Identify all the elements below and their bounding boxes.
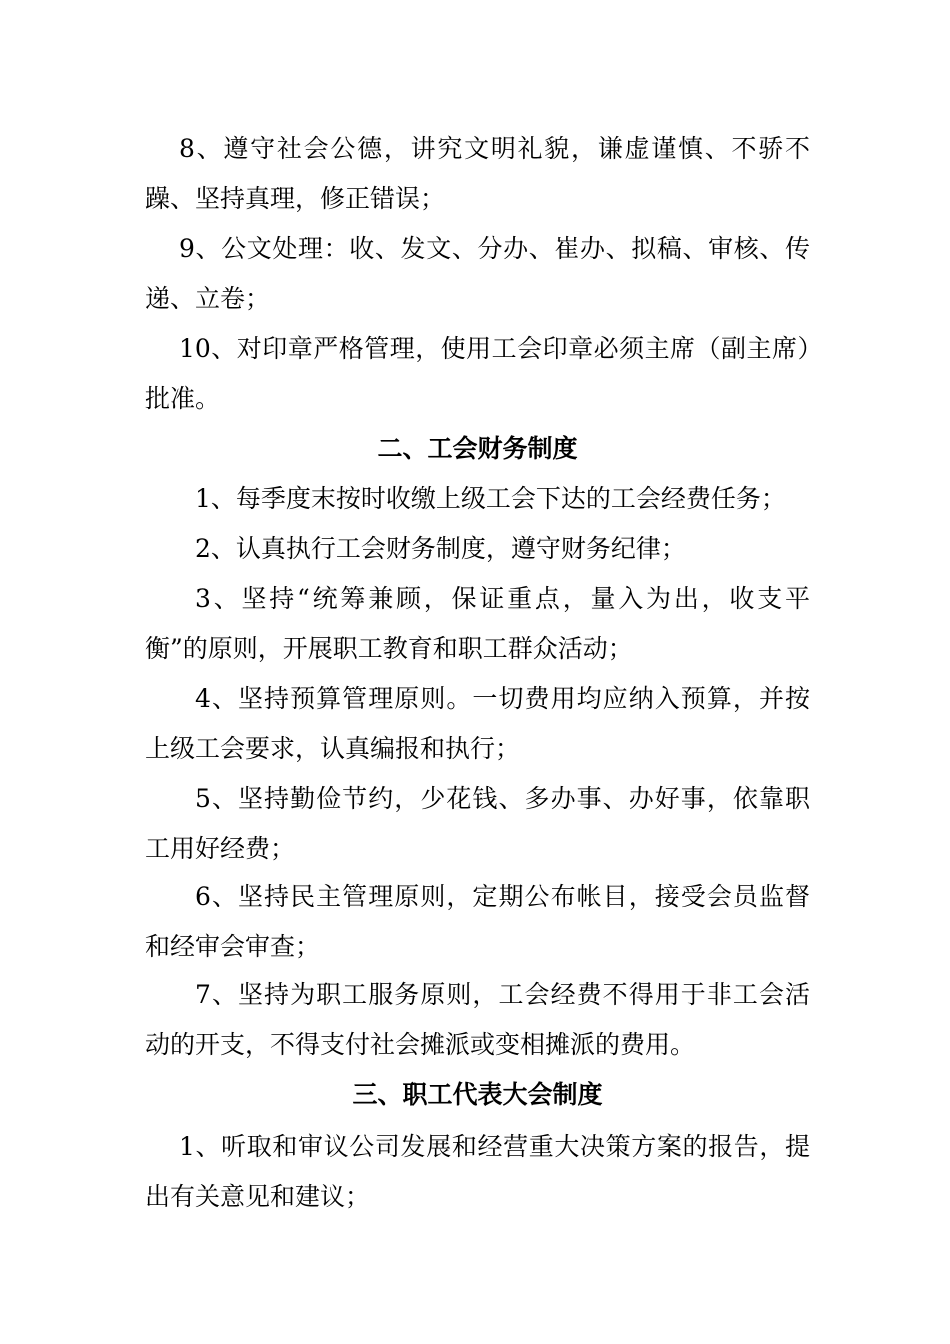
finance-item-2: 2、认真执行工会财务制度，遵守财务纪律； (195, 534, 686, 563)
finance-item-1: 1、每季度末按时收缴上级工会下达的工会经费任务； (195, 484, 786, 513)
finance-item-5: 5、坚持勤俭节约，少花钱、多办事、办好事，依靠职工用好经费； (145, 784, 810, 863)
paragraph-item-10: 10、对印章严格管理，使用工会印章必须主席（副主席）批准。 (145, 334, 810, 413)
congress-item-1: 1、听取和审议公司发展和经营重大决策方案的报告，提出有关意见和建议； (145, 1132, 810, 1211)
paragraph-item-8: 8、遵守社会公德，讲究文明礼貌，谦虚谨慎、不骄不躁、坚持真理，修正错误； (145, 134, 810, 213)
paragraph-item-9: 9、公文处理：收、发文、分办、崔办、拟稿、审核、传递、立卷； (145, 234, 810, 313)
finance-item-6: 6、坚持民主管理原则，定期公布帐目，接受会员监督和经审会审查； (145, 882, 810, 961)
finance-item-4: 4、坚持预算管理原则。一切费用均应纳入预算，并按上级工会要求，认真编报和执行； (145, 684, 810, 763)
finance-item-7: 7、坚持为职工服务原则，工会经费不得用于非工会活动的开支，不得支付社会摊派或变相摊派的费用。 (145, 980, 810, 1059)
section-heading-finance: 二、工会财务制度 (377, 434, 578, 463)
finance-item-3: 3、坚持“统筹兼顾，保证重点，量入为出，收支平衡”的原则，开展职工教育和职工群众活动； (145, 584, 810, 663)
section-heading-workers-congress: 三、职工代表大会制度 (352, 1080, 603, 1109)
